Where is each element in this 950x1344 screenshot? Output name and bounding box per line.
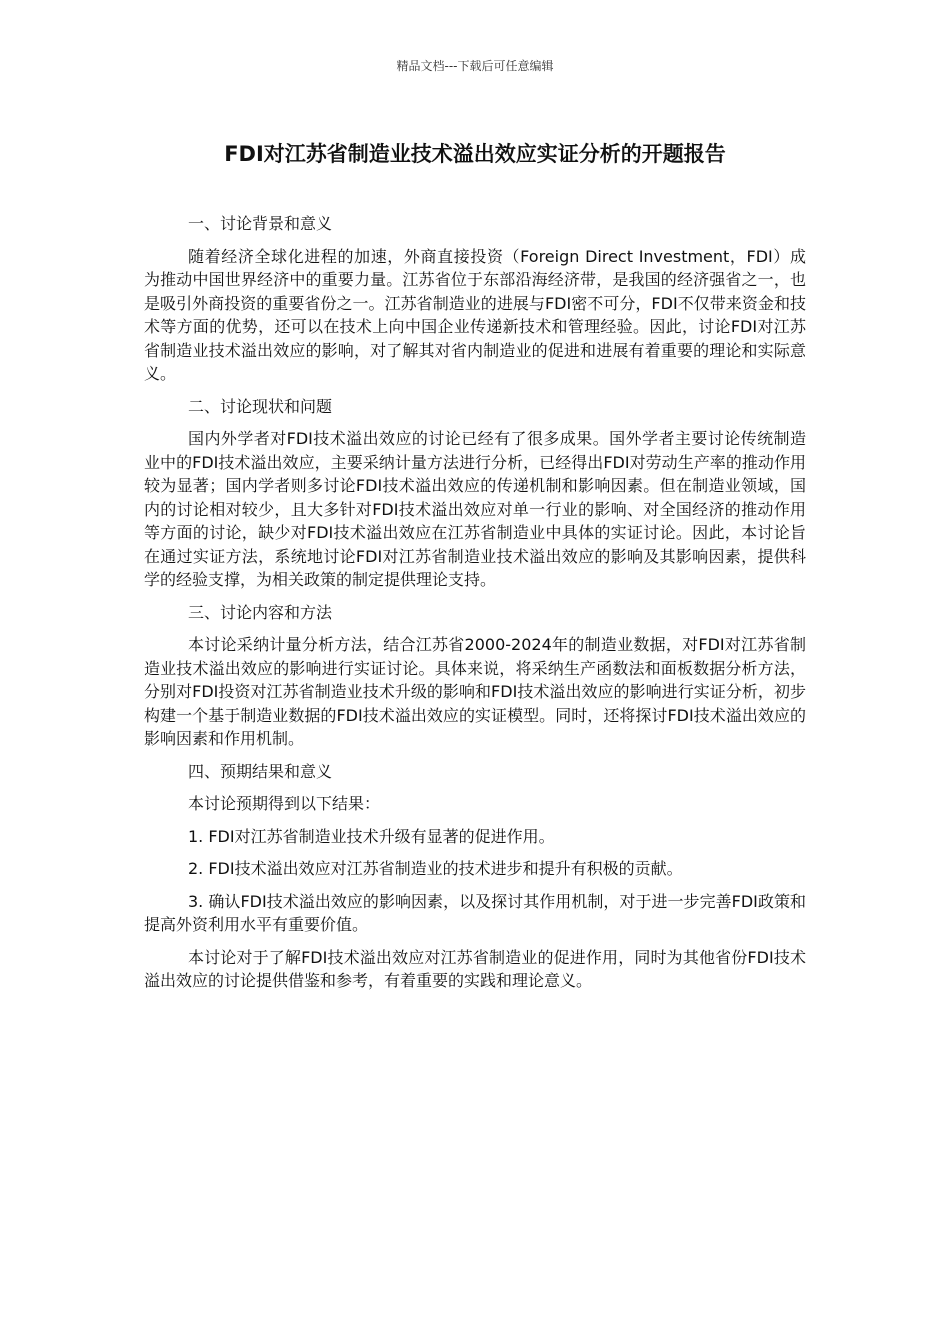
section-heading-expected-results: 四、预期结果和意义	[188, 761, 333, 781]
paragraph-status: 国内外学者对FDI技术溢出效应的讨论已经有了很多成果。国外学者主要讨论传统制造业中的FDI技术溢出效应，主要采纳计量方法进行分析，已经得出FDI对劳动生产率的推动作用较为显著；国内学者则多讨论FDI技术溢出效应的传递机制和影响因素。但在制造业领域，国内的讨论相对较少，且大多针对FDI技术溢出效应对单一行业的影响、对全国经济的推动作用等方面的讨论，缺少对FDI技术溢出效应在江苏省制造业中具体的实证讨论。因此，本讨论旨在通过实证方法，系统地讨论FDI对江苏省制造业技术溢出效应的影响及其影响因素，提供科学的经验支撑，为相关政策的制定提供理论支持。	[144, 429, 806, 589]
section-heading-methods: 三、讨论内容和方法	[188, 602, 333, 622]
paragraph-background: 随着经济全球化进程的加速，外商直接投资（Foreign Direct Investment，FDI）成为推动中国世界经济中的重要力量。江苏省位于东部沿海经济带，是我国的经济强省之一，也是吸引外商投资的重要省份之一。江苏省制造业的进展与FDI密不可分，FDI不仅带来资金和技术等方面的优势，还可以在技术上向中国企业传递新技术和管理经验。因此，讨论FDI对江苏省制造业技术溢出效应的影响，对了解其对省内制造业的促进和进展有着重要的理论和实际意义。	[144, 246, 806, 383]
list-item-result-3: 3. 确认FDI技术溢出效应的影响因素，以及探讨其作用机制，对于进一步完善FDI政策和提高外资利用水平有重要价值。	[144, 891, 806, 934]
list-item-result-2: 2. FDI技术溢出效应对江苏省制造业的技术进步和提升有积极的贡献。	[188, 859, 683, 878]
paragraph-conclusion: 本讨论对于了解FDI技术溢出效应对江苏省制造业的促进作用，同时为其他省份FDI技术溢出效应的讨论提供借鉴和参考，有着重要的实践和理论意义。	[144, 947, 806, 990]
header-note: 精品文档---下载后可任意编辑	[396, 59, 554, 73]
list-item-result-1: 1. FDI对江苏省制造业技术升级有显著的促进作用。	[188, 826, 555, 846]
paragraph-results-intro: 本讨论预期得到以下结果：	[188, 794, 381, 813]
document-title: FDI对江苏省制造业技术溢出效应实证分析的开题报告	[224, 142, 726, 166]
section-heading-status: 二、讨论现状和问题	[188, 396, 333, 416]
paragraph-methods: 本讨论采纳计量分析方法，结合江苏省2000-2024年的制造业数据，对FDI对江苏省制造业技术溢出效应的影响进行实证讨论。具体来说，将采纳生产函数法和面板数据分析方法，分别对FDI投资对江苏省制造业技术升级的影响和FDI技术溢出效应的影响进行实证分析，初步构建一个基于制造业数据的FDI技术溢出效应的实证模型。同时，还将探讨FDI技术溢出效应的影响因素和作用机制。	[144, 635, 806, 748]
section-heading-background: 一、讨论背景和意义	[188, 214, 333, 233]
document-body	[144, 212, 806, 1002]
